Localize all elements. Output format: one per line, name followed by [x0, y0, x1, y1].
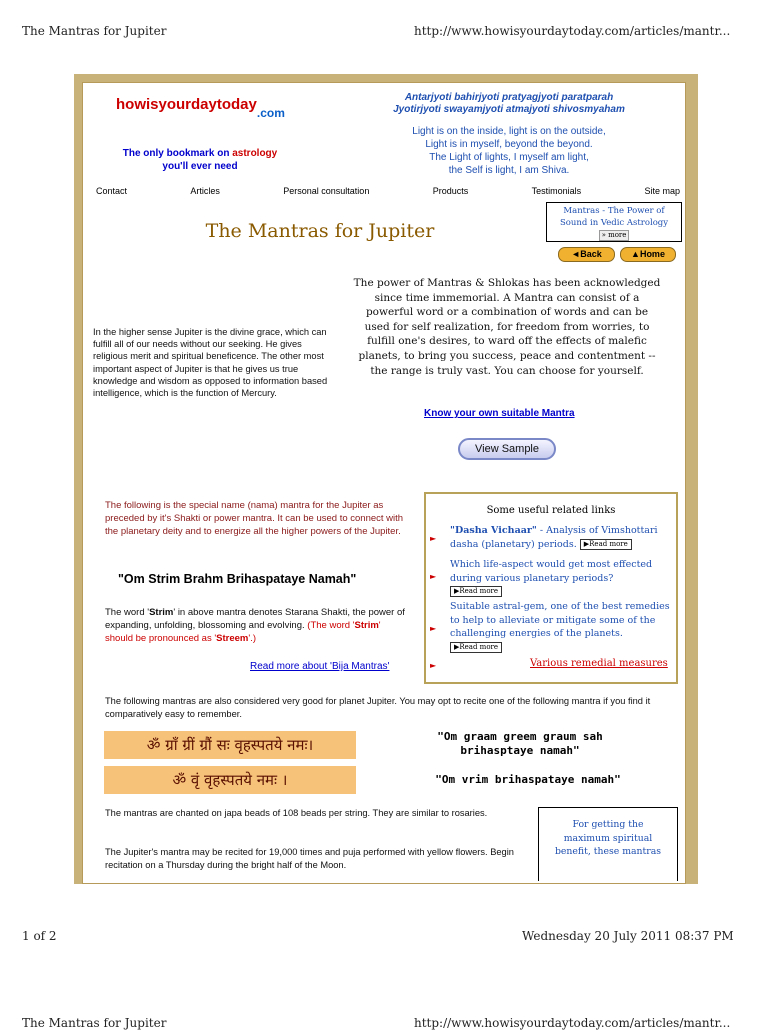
nav-site-map[interactable]: Site map: [644, 186, 680, 196]
related-link-dasha[interactable]: [450, 524, 672, 551]
japa-paragraph: The mantras are chanted on japa beads of 108 beads per string. They are similar to rosaries.: [105, 808, 488, 818]
astral-gem-desc: Suitable astral-gem, one of the best remedies to help to alleviate or mitigate some of the challenging energies of the planets.: [450, 601, 670, 639]
home-button[interactable]: ▲Home: [620, 247, 676, 262]
view-sample-button[interactable]: View Sample: [458, 438, 556, 460]
benefit-line-2: maximum spiritual: [563, 832, 653, 844]
site-tagline: [100, 147, 300, 173]
main-mantra: "Om Strim Brahm Brihaspataye Namah": [118, 572, 357, 586]
devanagari-mantra-1: ॐ ग्राँ ग्रीं ग्रौं सः वृहस्पतये नमः।: [104, 731, 356, 759]
read-more-button[interactable]: ▶Read more: [450, 586, 502, 597]
tagline-astrology: astrology: [232, 148, 278, 159]
tagline-post: you'll ever need: [162, 161, 238, 172]
translit-mantra-1: [420, 730, 620, 758]
strim-red-word: Strim: [354, 620, 379, 631]
verse-translation: [360, 125, 658, 177]
strim-text-a: The word ': [105, 607, 150, 618]
life-aspect-desc: Which life-aspect would get most effected during various planetary periods?: [450, 559, 653, 584]
related-link-life-aspect[interactable]: [450, 558, 672, 599]
translation-line-3: The Light of lights, I myself am light,: [429, 152, 589, 163]
related-links-box: [424, 492, 678, 684]
streem-word: Streem: [216, 633, 249, 644]
dasha-title: "Dasha Vichaar": [450, 525, 537, 536]
translation-line-4: the Self is light, I am Shiva.: [448, 165, 570, 176]
nama-mantra-paragraph: The following is the special name (nama) mantra for the Jupiter as preceded by it's Shakti or power mantra. It can be used to connect with the planetary deity and to energize all the higher powers of the Jupiter.: [105, 500, 404, 537]
remedial-measures-link[interactable]: Various remedial measures: [530, 658, 668, 669]
side-box-line-1: Mantras - The Power of: [563, 206, 665, 216]
strim-paragraph: [105, 606, 405, 645]
benefit-box: [538, 807, 678, 881]
related-links-heading: Some useful related links: [486, 505, 616, 516]
side-box-line-2: Sound in Vedic Astrology: [559, 218, 669, 228]
tagline-pre: The only bookmark on: [122, 148, 233, 159]
sanskrit-line-1: Antarjyoti bahirjyoti pratyagjyoti paratparah: [404, 92, 614, 103]
print-header-url: http://www.howisyourdaytoday.com/articles/mantr...: [414, 24, 731, 38]
bija-mantras-link[interactable]: Read more about 'Bija Mantras': [250, 661, 390, 672]
strim-text-b: ' in above mantra denotes Starana Shakti, the power of expanding, unfolding, blossoming and evolving.: [105, 607, 405, 631]
strim-red-c: '.): [248, 633, 256, 644]
nav-testimonials[interactable]: Testimonials: [531, 186, 582, 196]
print-header-url-2: http://www.howisyourdaytoday.com/articles/mantr...: [414, 1016, 731, 1030]
read-more-button[interactable]: ▶Read more: [580, 539, 632, 550]
nav-products[interactable]: Products: [432, 186, 469, 196]
arrow-icon: ►: [430, 534, 437, 543]
know-mantra-link[interactable]: Know your own suitable Mantra: [424, 408, 575, 419]
translit-1-line-b: brihasptaye namah": [460, 744, 580, 757]
recite-paragraph: The Jupiter's mantra may be recited for 19,000 times and puja performed with yellow flowers. Begin recitation on a Thursday during the bright half of the Moon.: [105, 847, 514, 870]
site-logo[interactable]: [116, 96, 285, 120]
sanskrit-verse: [360, 92, 658, 116]
logo-text: howisyourdaytoday: [116, 96, 257, 113]
sanskrit-line-2: Jyotirjyoti swayamjyoti atmajyoti shivosmyaham: [393, 104, 625, 115]
benefit-line-1: For getting the: [572, 819, 644, 830]
devanagari-mantra-2: ॐ वृं वृहस्पतये नमः ।: [104, 766, 356, 794]
main-nav: [96, 186, 680, 196]
dasha-desc: - Analysis of Vimshottari dasha (planetary) periods.: [450, 525, 658, 550]
arrow-icon: ►: [430, 572, 437, 581]
nav-contact[interactable]: Contact: [96, 186, 128, 196]
also-good-paragraph: The following mantras are also considered very good for planet Jupiter. You may opt to recite one of the following mantra if you find it comparatively easy to remember.: [105, 696, 651, 719]
translit-1-line-a: "Om graam greem graum sah: [437, 730, 603, 743]
benefit-line-3: benefit, these mantras: [554, 846, 662, 857]
read-more-button[interactable]: ▶Read more: [450, 642, 502, 653]
mantras-article-box[interactable]: [546, 202, 682, 242]
intro-paragraph: The power of Mantras & Shlokas has been acknowledged since time immemorial. A Mantra can consist of a powerful word or a combination of words and can be used for self realization, for freedom from worries, to fulfill one's desires, to ward off the effects of malefic planets, to bring you success, peace and contentment -- the range is truly vast. You can choose for yourself.: [353, 277, 661, 377]
jupiter-paragraph: In the higher sense Jupiter is the divine grace, which can fulfill all of our needs without our seeking. He gives religious merit and spiritual beneficence. The other most important aspect of Jupiter is that he gives us true knowledge and wisdom as opposed to information based intelligence, which is the function of Mercury.: [93, 327, 328, 399]
print-header-title-2: The Mantras for Jupiter: [22, 1016, 167, 1030]
print-header-title: The Mantras for Jupiter: [22, 24, 167, 38]
print-page-count: 1 of 2: [22, 929, 57, 943]
strim-red-b: ' should be pronounced as ': [105, 620, 381, 644]
arrow-icon: ►: [430, 624, 437, 633]
related-link-astral-gem[interactable]: [450, 600, 672, 654]
logo-suffix: .com: [256, 106, 285, 120]
nav-personal-consultation[interactable]: Personal consultation: [283, 186, 370, 196]
more-button[interactable]: » more: [599, 230, 630, 241]
strim-word: Strim: [149, 607, 174, 618]
back-button[interactable]: ◄Back: [558, 247, 615, 262]
translit-mantra-2: "Om vrim brihaspataye namah": [435, 773, 621, 786]
page-title: The Mantras for Jupiter: [205, 220, 435, 242]
arrow-icon: ►: [430, 661, 437, 670]
strim-red-a: (The word ': [307, 620, 355, 631]
translation-line-2: Light is in myself, beyond the beyond.: [425, 139, 593, 150]
nav-articles[interactable]: Articles: [190, 186, 220, 196]
print-datetime: Wednesday 20 July 2011 08:37 PM: [522, 929, 734, 943]
translation-line-1: Light is on the inside, light is on the outside,: [412, 126, 606, 137]
